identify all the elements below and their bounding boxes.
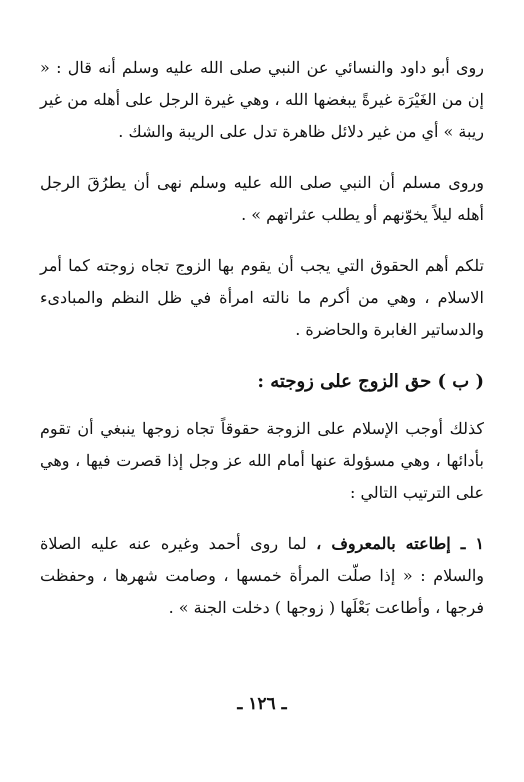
paragraph-spacer: [40, 509, 484, 528]
paragraph-muslim-hadith: وروى مسلم أن النبي صلى الله عليه وسلم نهى أن يطرُقَ الرجل أهله ليلاً يخوّنهم أو يطلب عثراتهم » .: [40, 173, 484, 224]
paragraph-spacer: [40, 399, 484, 413]
section-heading-wife-duties: ( ب ) حق الزوج على زوجته :: [257, 371, 484, 392]
page-number: ـ ١٢٦ ـ: [237, 694, 287, 714]
list-item-obedience: [40, 528, 484, 624]
paragraph-abu-dawud-hadith: روى أبو داود والنسائي عن النبي صلى الله عليه وسلم أنه قال : « إن من الغَيْرَة غيرةً يبغضها الله ، وهي غيرة الرجل على أهله من غير ريبة » أي من غير دلائل ظاهرة تدل على الريبة والشك .: [40, 58, 484, 141]
paragraph-spacer: [40, 346, 484, 365]
page-body: [40, 52, 484, 624]
paragraph-spacer: [40, 148, 484, 167]
list-item-lead: ١ ـ إطاعته بالمعروف ،: [316, 534, 484, 553]
paragraph-wife-duties-intro: كذلك أوجب الإسلام على الزوجة حقوقاً تجاه زوجها ينبغي أن تقوم بأدائها ، وهي مسؤولة عنها أمام الله عز وجل إذا قصرت فيها ، وهي على الترتيب التالي :: [40, 419, 484, 502]
paragraph-husband-rights-summary: تلكم أهم الحقوق التي يجب أن يقوم بها الزوج تجاه زوجته كما أمر الاسلام ، وهي من أكرم ما نالته امرأة في ظل النظم والمبادىء والدساتير الغابرة والحاضرة .: [40, 256, 484, 339]
list-item-text: لما روى أحمد وغيره عنه عليه الصلاة والسلام : « إذا صلّت المرأة خمسها ، وصامت شهرها ، وحفظت فرجها ، وأطاعت بَعْلَها ( زوجها ) دخلت الجنة » .: [40, 534, 484, 617]
paragraph-spacer: [40, 231, 484, 250]
